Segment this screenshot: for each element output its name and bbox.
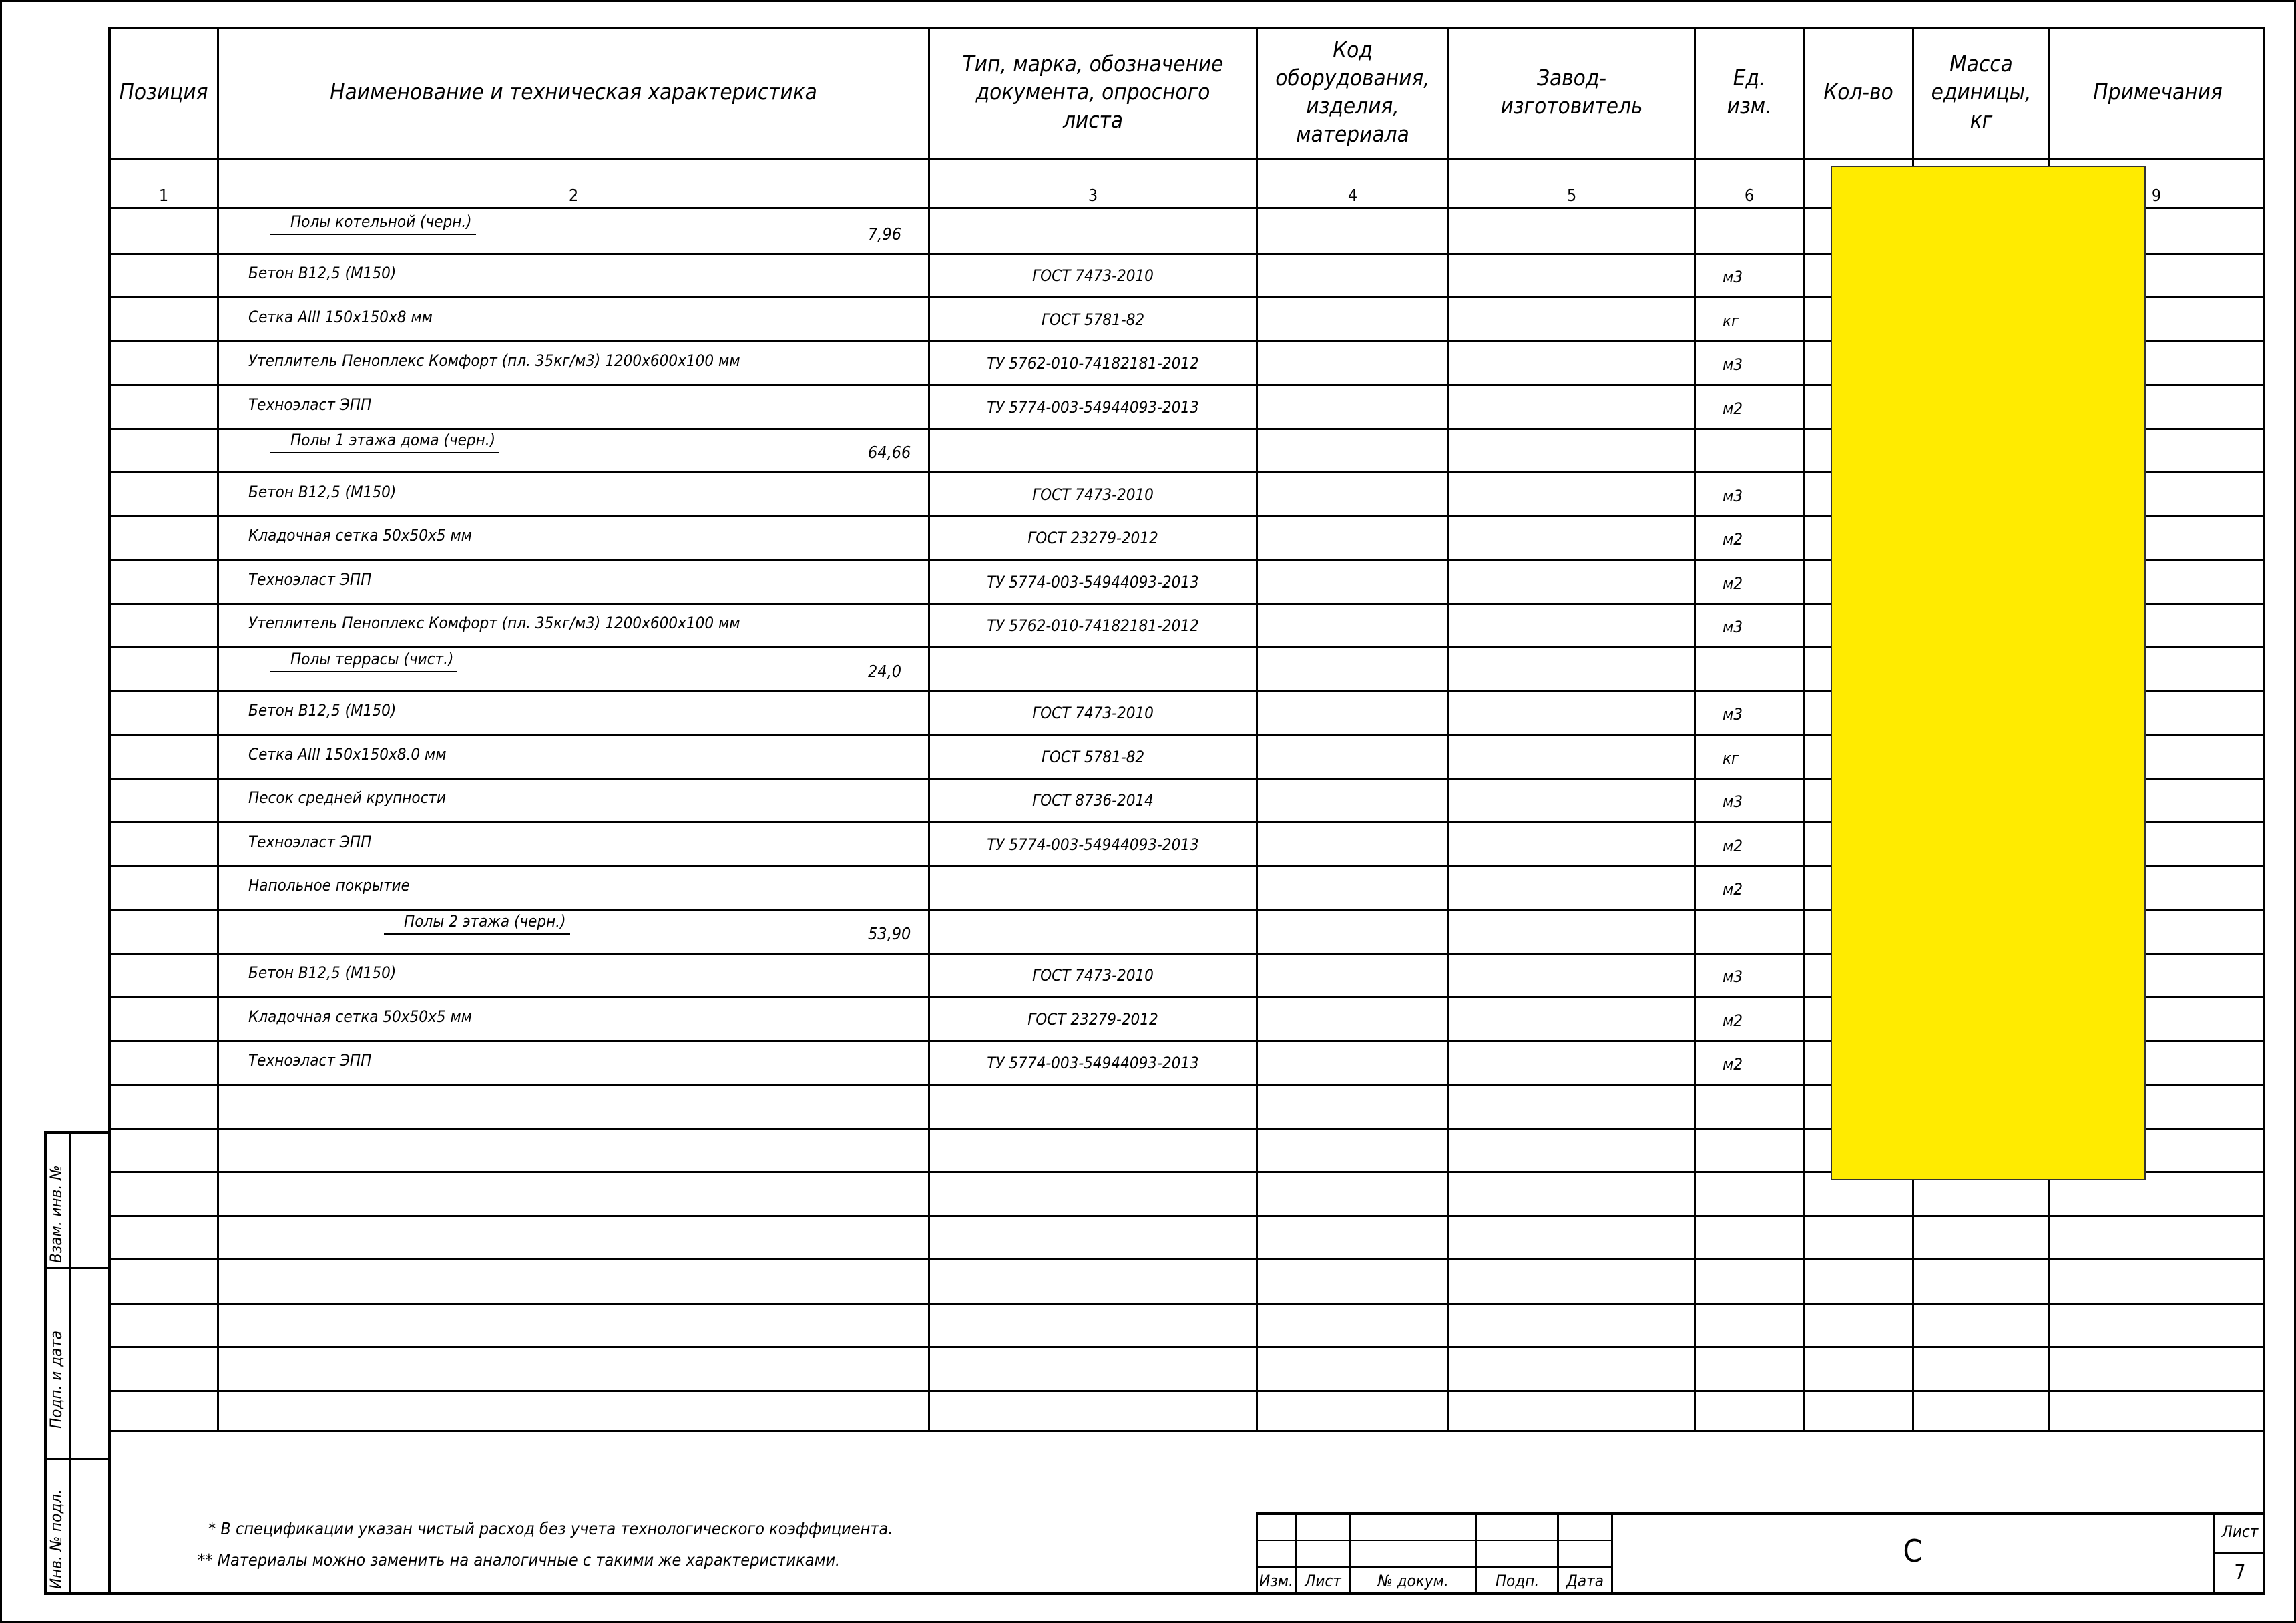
header-name: Наименование и техническая характеристика [330, 79, 817, 105]
material-doc: ТУ 5774-003-54944093-2013 [987, 573, 1199, 592]
material-unit: м3 [1723, 618, 1743, 636]
material-name: Бетон В12,5 (М150) [248, 963, 397, 982]
header-code: Код оборудования, изделия, материала [1275, 37, 1430, 147]
stamp-sheet-label: Лист [2221, 1522, 2259, 1541]
section-title: Полы 2 этажа (черн.) [384, 912, 570, 935]
material-doc: ТУ 5774-003-54944093-2013 [987, 835, 1199, 854]
material-doc: ТУ 5774-003-54944093-2013 [987, 398, 1199, 417]
colnum-4: 4 [1347, 186, 1358, 205]
section-area: 64,66 [868, 443, 911, 462]
side-strip-divider [69, 1131, 71, 1595]
material-doc: ТУ 5762-010-74182181-2012 [987, 616, 1199, 635]
material-unit: кг [1723, 312, 1739, 330]
material-unit: м2 [1723, 574, 1743, 593]
material-name: Бетон В12,5 (М150) [248, 701, 397, 720]
col-line-6 [1803, 27, 1805, 1431]
stamp-podp: Подп. [1495, 1572, 1540, 1590]
colnum-1: 1 [158, 186, 169, 205]
material-name: Утеплитель Пеноплекс Комфорт (пл. 35кг/м3) 1200х600х100 мм [248, 614, 740, 632]
material-unit: м3 [1723, 487, 1743, 505]
material-unit: м2 [1723, 837, 1743, 855]
header-position: Позиция [119, 79, 208, 105]
material-unit: м2 [1723, 1011, 1743, 1030]
colnum-6: 6 [1744, 186, 1755, 205]
col-line-5 [1694, 27, 1696, 1431]
side-line-2 [44, 1458, 108, 1460]
side-label-podp: Подп. и дата [47, 1330, 65, 1429]
colnum-5: 5 [1566, 186, 1577, 205]
material-name: Сетка AIII 150х150х8.0 мм [248, 745, 447, 764]
material-name: Техноэласт ЭПП [248, 833, 372, 851]
header-quantity: Кол-во [1823, 79, 1893, 105]
col-line-3 [1256, 27, 1258, 1431]
section-title: Полы террасы (чист.) [270, 650, 457, 672]
row-line [108, 1346, 2265, 1348]
stamp-data: Дата [1566, 1572, 1604, 1590]
material-unit: м3 [1723, 705, 1743, 724]
material-doc: ГОСТ 5781-82 [1041, 748, 1145, 766]
material-name: Сетка AIII 150х150х8 мм [248, 308, 433, 326]
material-doc: ГОСТ 7473-2010 [1032, 266, 1154, 285]
material-name: Утеплитель Пеноплекс Комфорт (пл. 35кг/м3) 1200х600х100 мм [248, 351, 740, 370]
stamp-list: Лист [1305, 1572, 1341, 1590]
row-line [108, 1258, 2265, 1260]
header-type: Тип, марка, обозначение документа, опросного листа [962, 51, 1224, 133]
material-name: Техноэласт ЭПП [248, 570, 372, 589]
material-name: Бетон В12,5 (М150) [248, 483, 397, 501]
header-bottom-line [108, 158, 2265, 160]
section-title: Полы 1 этажа дома (черн.) [270, 431, 499, 453]
stamp-sheet-line [2213, 1552, 2265, 1554]
side-line-1 [44, 1267, 108, 1269]
material-doc: ГОСТ 7473-2010 [1032, 966, 1154, 985]
material-unit: м2 [1723, 880, 1743, 899]
material-unit: м2 [1723, 399, 1743, 418]
material-name: Бетон В12,5 (М150) [248, 264, 397, 282]
side-label-vzam: Взам. инв. № [47, 1165, 65, 1263]
material-name: Техноэласт ЭПП [248, 1051, 372, 1070]
header-manufacturer: Завод-изготовитель [1500, 65, 1643, 119]
note-1: * В спецификации указан чистый расход без учета технологического коэффициента. [208, 1519, 893, 1538]
stamp-code: С [1903, 1533, 1923, 1569]
material-unit: м3 [1723, 967, 1743, 986]
row-line [108, 1390, 2265, 1392]
col-line-1 [217, 27, 219, 1431]
material-unit: кг [1723, 749, 1739, 768]
material-unit: м2 [1723, 530, 1743, 549]
colnum-9: 9 [2151, 186, 2162, 205]
redaction-block [1831, 166, 2146, 1180]
material-unit: м3 [1723, 792, 1743, 811]
col-line-2 [928, 27, 930, 1431]
section-area: 53,90 [868, 924, 911, 943]
material-name: Песок средней крупности [248, 788, 447, 807]
row-line [108, 1303, 2265, 1305]
material-doc: ТУ 5762-010-74182181-2012 [987, 354, 1199, 373]
material-name: Техноэласт ЭПП [248, 395, 372, 414]
table-body-bottom-line [108, 1430, 2265, 1432]
header-unit: Ед. изм. [1727, 65, 1772, 119]
header-notes: Примечания [2093, 79, 2223, 105]
row-line [108, 1215, 2265, 1217]
material-name: Кладочная сетка 50х50х5 мм [248, 526, 472, 545]
material-doc: ГОСТ 7473-2010 [1032, 485, 1154, 504]
material-unit: м3 [1723, 268, 1743, 286]
material-unit: м3 [1723, 355, 1743, 374]
header-mass: Масса единицы, кг [1931, 51, 2032, 133]
material-name: Кладочная сетка 50х50х5 мм [248, 1007, 472, 1026]
colnum-3: 3 [1088, 186, 1098, 205]
stamp-sheet-number: 7 [2234, 1561, 2246, 1584]
colnum-2: 2 [568, 186, 579, 205]
material-doc: ГОСТ 23279-2012 [1027, 529, 1158, 547]
material-doc: ГОСТ 7473-2010 [1032, 704, 1154, 722]
stamp-izm: Изм. [1259, 1572, 1293, 1590]
section-area: 7,96 [868, 224, 902, 244]
section-area: 24,0 [868, 662, 902, 681]
material-name: Напольное покрытие [248, 876, 410, 895]
note-2: ** Материалы можно заменить на аналогичные с такими же характеристиками. [198, 1550, 841, 1570]
side-label-inv: Инв. № подл. [47, 1489, 65, 1589]
section-title: Полы котельной (черн.) [270, 212, 476, 235]
material-doc: ГОСТ 8736-2014 [1032, 791, 1154, 810]
stamp-ndoc: № докум. [1377, 1572, 1449, 1590]
material-doc: ГОСТ 23279-2012 [1027, 1010, 1158, 1029]
material-doc: ГОСТ 5781-82 [1041, 310, 1145, 329]
material-unit: м2 [1723, 1055, 1743, 1074]
material-doc: ТУ 5774-003-54944093-2013 [987, 1054, 1199, 1072]
col-line-4 [1447, 27, 1449, 1431]
